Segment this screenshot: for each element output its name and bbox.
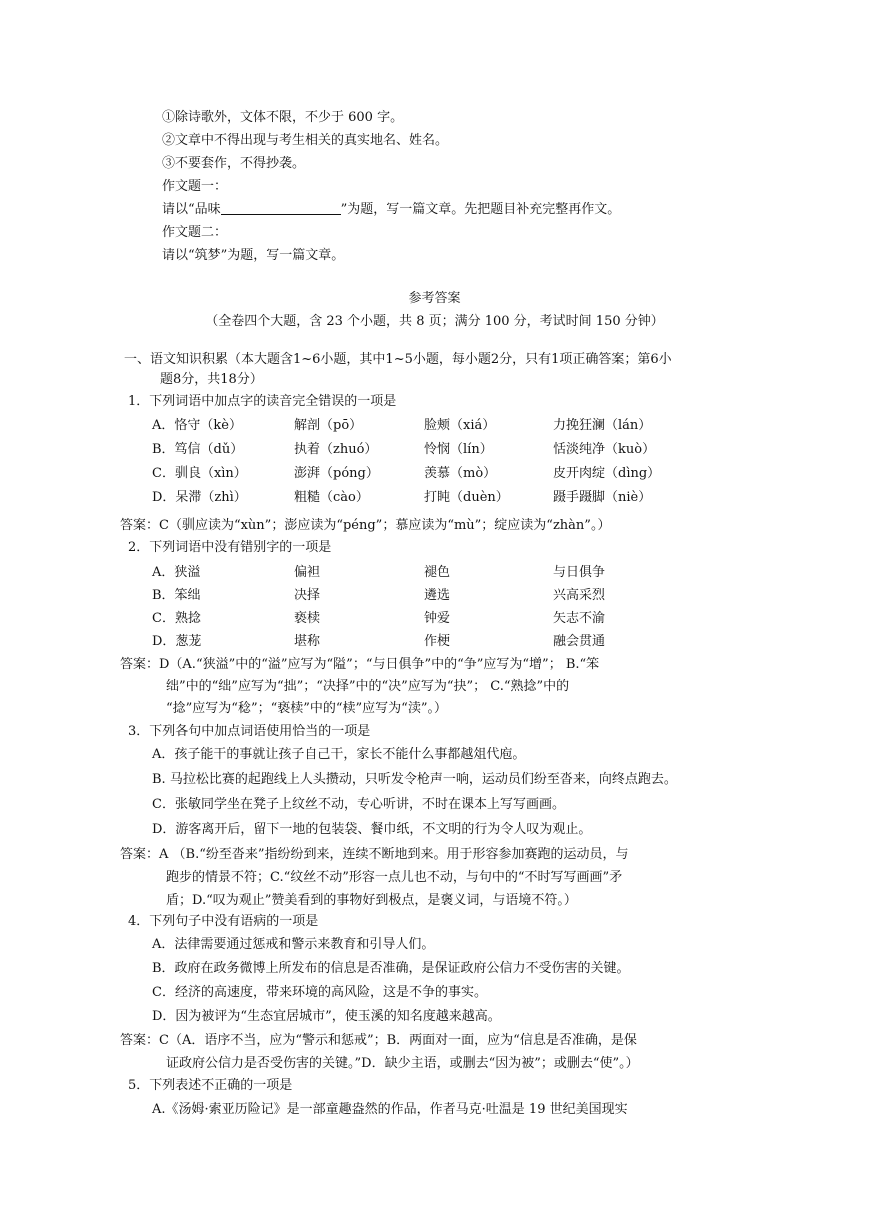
q2-a-3: 褪色	[424, 565, 451, 580]
q3-answer-line1: 答案：A （B.“纷至沓来”指纷纷到来，连续不断地到来。用于形容参加赛跑的运动员，与	[120, 847, 629, 862]
q4-option-c: C．经济的高速度，带来环境的高风险，这是不争的事实。	[152, 985, 487, 1000]
q1-d-1: D．呆滞（zhì）	[152, 490, 247, 505]
q2-d-2: 堪称	[294, 634, 321, 649]
topic2-label: 作文题二：	[162, 225, 228, 240]
q5-stem: 5．下列表述不正确的一项是	[128, 1078, 293, 1093]
q3-option-b: B. 马拉松比赛的起跑线上人头攒动，只听发令枪声一响，运动员们纷至沓来，向终点跑去。	[152, 772, 677, 787]
q1-c-1: C．驯良（xìn）	[152, 466, 247, 481]
q3-answer-line2: 跑步的情景不符；C.“纹丝不动”形容一点儿也不动，与句中的“不时写写画画”矛	[166, 870, 623, 885]
q1-d-3: 打盹（duèn）	[424, 490, 509, 505]
q1-d-4: 蹑手蹑脚（niè）	[553, 490, 652, 505]
q4-stem: 4．下列句子中没有语病的一项是	[128, 914, 319, 929]
topic1-prompt-post: ”为题，写一篇文章。先把题目补充完整再作文。	[340, 202, 621, 217]
q2-c-1: C．熟捻	[152, 611, 201, 626]
q2-b-1: B．笨绌	[152, 588, 201, 603]
topic2-prompt: 请以“筑梦”为题，写一篇文章。	[162, 248, 345, 263]
section1-heading-line1: 一、语文知识积累（本大题含1~6小题，其中1~5小题，每小题2分，只有1项正确答案；第6小	[124, 352, 672, 367]
q1-stem: 1．下列词语中加点字的读音完全错误的一项是	[128, 394, 397, 409]
q2-answer-line3: “捻”应写为“稔”；“亵椟”中的“椟”应写为“渎”。）	[166, 701, 447, 716]
q1-a-3: 脸颊（xiá）	[424, 418, 496, 433]
q4-answer-line1: 答案：C（A．语序不当，应为“警示和惩戒”；B．两面对一面，应为“信息是否准确，是保	[120, 1033, 637, 1048]
q3-stem: 3．下列各句中加点词语使用恰当的一项是	[128, 724, 371, 739]
section1-heading-line2: 题8分，共18分）	[160, 372, 263, 387]
writing-requirement-3: ③不要套作，不得抄袭。	[162, 156, 306, 171]
q3-option-a: A．孩子能干的事就让孩子自己干，家长不能什么事都越俎代庖。	[152, 747, 526, 762]
topic1-prompt-pre: 请以“品味	[162, 202, 221, 217]
q2-d-3: 作梗	[424, 634, 451, 649]
q4-answer-line2: 证政府公信力是否受伤害的关键。”D．缺少主语，或删去“因为被”；或删去“使”。）	[166, 1056, 639, 1071]
q2-stem: 2．下列词语中没有错别字的一项是	[128, 540, 332, 555]
q4-option-b: B．政府在政务微博上所发布的信息是否准确，是保证政府公信力不受伤害的关键。	[152, 961, 630, 976]
q4-option-a: A．法律需要通过惩戒和警示来教育和引导人们。	[152, 937, 435, 952]
q1-b-4: 恬淡纯净（kuò）	[553, 442, 656, 457]
q2-c-2: 亵椟	[294, 611, 321, 626]
q3-option-c: C．张敏同学坐在凳子上纹丝不动，专心听讲，不时在课本上写写画画。	[152, 797, 565, 812]
q2-b-2: 决择	[294, 588, 321, 603]
q2-c-3: 钟爱	[424, 611, 451, 626]
topic1-prompt	[162, 200, 620, 220]
writing-requirement-1: ①除诗歌外，文体不限，不少于 600 字。	[162, 110, 404, 125]
topic1-label: 作文题一：	[162, 179, 228, 194]
q1-a-4: 力挽狂澜（lán）	[553, 418, 652, 433]
q2-answer-line2: 绌”中的“绌”应写为“拙”；“决择”中的“决”应写为“抉”； C.“熟捻”中的	[166, 679, 570, 694]
q2-b-3: 遴选	[424, 588, 451, 603]
q2-a-1: A．狭溢	[152, 565, 201, 580]
topic1-blank	[221, 200, 341, 215]
answers-title: 参考答案	[408, 291, 461, 306]
q1-b-1: B．笃信（dǔ）	[152, 442, 244, 457]
q2-c-4: 矢志不渝	[553, 611, 606, 626]
q1-a-1: A．恪守（kè）	[152, 418, 242, 433]
q1-answer: 答案：C（驯应读为“xùn”；澎应读为“péng”；慕应读为“mù”；绽应读为“zhàn”。）	[120, 518, 611, 533]
q1-c-2: 澎湃（póng）	[294, 466, 379, 481]
q5-option-a: A.《汤姆·索亚历险记》是一部童趣盎然的作品，作者马克·吐温是 19 世纪美国现实	[152, 1102, 628, 1117]
q2-d-1: D．葱茏	[152, 634, 202, 649]
q1-c-4: 皮开肉绽（dìng）	[553, 466, 661, 481]
writing-requirement-2: ②文章中不得出现与考生相关的真实地名、姓名。	[162, 133, 449, 148]
q1-d-2: 粗糙（cào）	[294, 490, 369, 505]
q1-b-2: 执着（zhuó）	[294, 442, 378, 457]
q2-a-4: 与日俱争	[553, 565, 606, 580]
q1-a-2: 解剖（pō）	[294, 418, 363, 433]
q1-b-3: 怜悯（lín）	[424, 442, 493, 457]
q2-d-4: 融会贯通	[553, 634, 606, 649]
q2-a-2: 偏袒	[294, 565, 321, 580]
q3-option-d: D．游客离开后，留下一地的包装袋、餐巾纸，不文明的行为令人叹为观止。	[152, 822, 592, 837]
q3-answer-line3: 盾；D.“叹为观止”赞美看到的事物好到极点，是褒义词，与语境不符。）	[166, 893, 577, 908]
q1-c-3: 羡慕（mò）	[424, 466, 497, 481]
q2-answer-line1: 答案：D（A.“狭溢”中的“溢”应写为“隘”；“与日俱争”中的“争”应写为“增”； B.“笨	[120, 657, 600, 672]
answers-subtitle: （全卷四个大题，含 23 个小题，共 8 页；满分 100 分，考试时间 150 分钟）	[205, 314, 664, 329]
q2-b-4: 兴高采烈	[553, 588, 606, 603]
q4-option-d: D．因为被评为“生态宜居城市”，使玉溪的知名度越来越高。	[152, 1009, 501, 1024]
